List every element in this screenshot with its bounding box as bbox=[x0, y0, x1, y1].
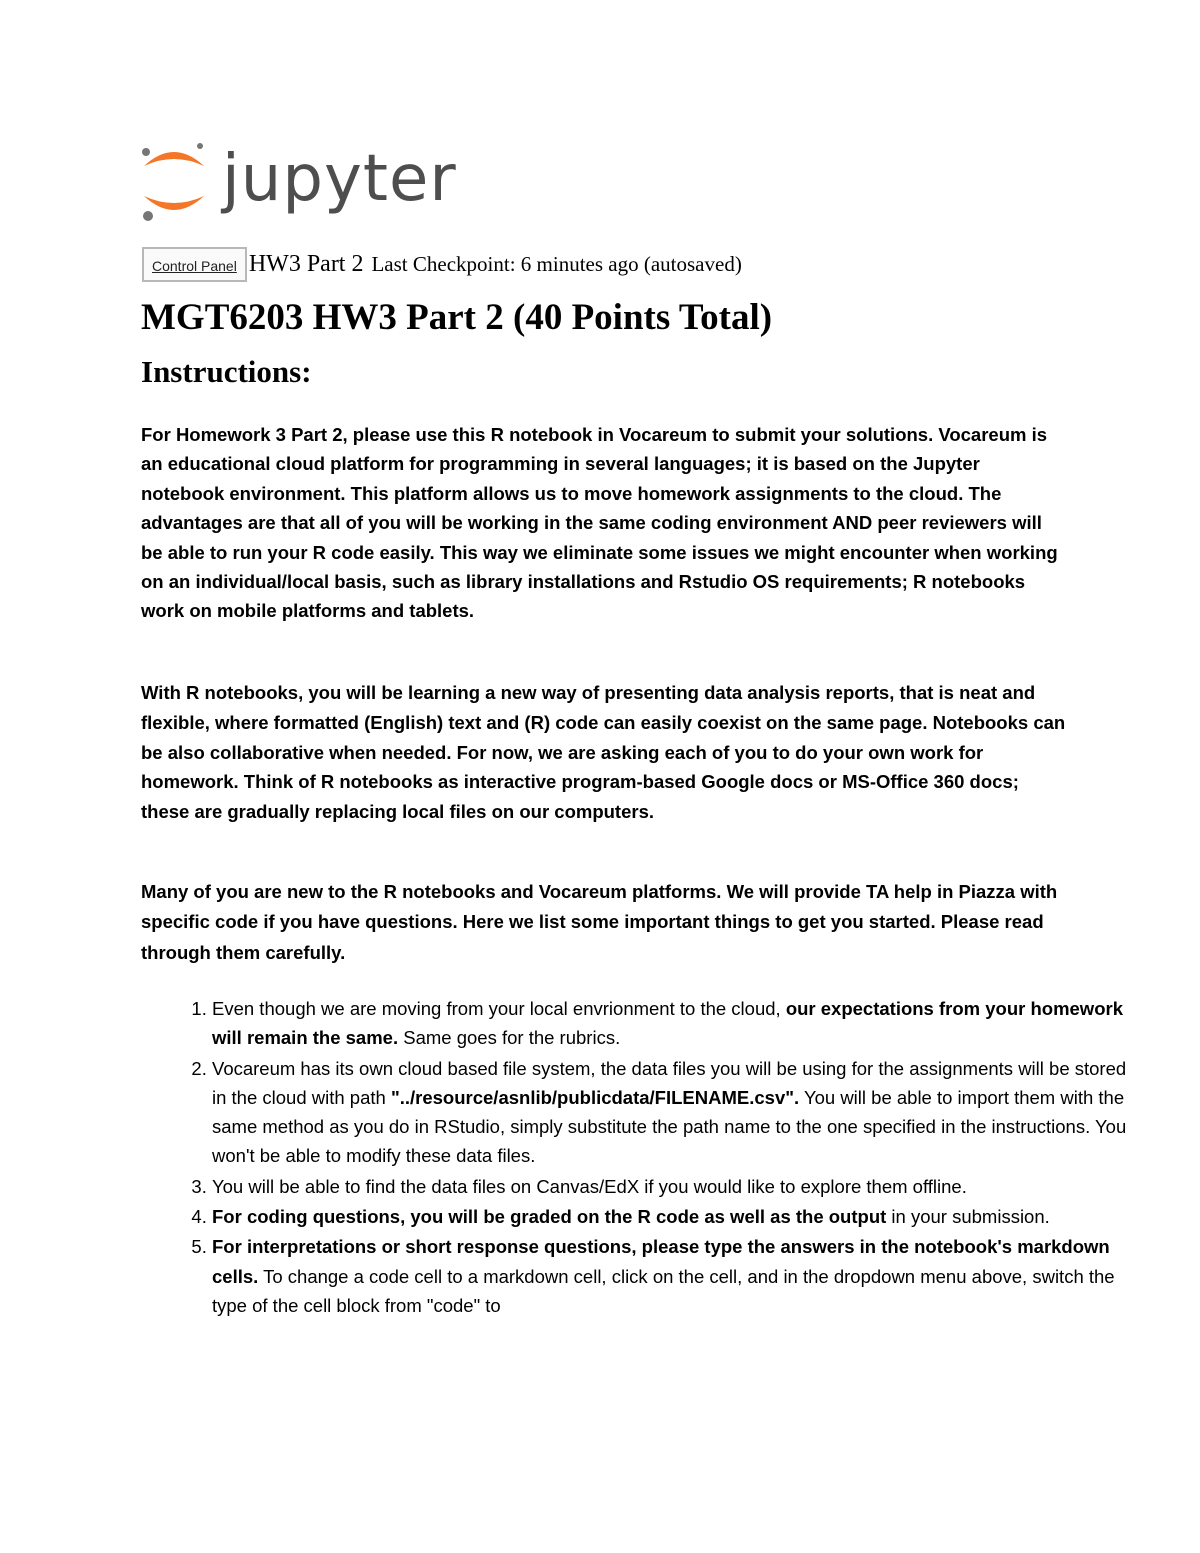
checkpoint-status: Last Checkpoint: 6 minutes ago (autosaved) bbox=[371, 251, 742, 276]
list-item: 3. You will be able to find the data files on Canvas/EdX if you would like to explore them offline. bbox=[212, 1172, 1142, 1201]
intro-paragraph: For Homework 3 Part 2, please use this R notebook in Vocareum to submit your solutions. Vocareum is an educational cloud platform for programming in several languages; it is based on the Jupyter notebook environment. This platform allows us to move homework assignments to the cloud. The advantages are that all of you will be working in the same coding environment AND peer reviewers will be able to run your R code easily. This way we eliminate some issues we might encounter when working on an individual/local basis, such as library installations and Rstudio OS requirements; R notebooks work on mobile platforms and tablets. bbox=[141, 424, 1058, 622]
data-file-path: "../resource/asnlib/publicdata/FILENAME.csv". bbox=[390, 1086, 800, 1108]
list-item: 1. Even though we are moving from your local envrionment to the cloud, our expectations from your homework will remain the same. Same goes for the rubrics. bbox=[212, 994, 1142, 1053]
list-item: 5. For interpretations or short response questions, please type the answers in the notebook's markdown cells. To change a code cell to a markdown cell, click on the cell, and in the dropdown menu above, switch the type of the cell block from "code" to bbox=[212, 1232, 1142, 1320]
control-panel-button[interactable]: Control Panel bbox=[142, 247, 247, 282]
instructions-heading: Instructions: bbox=[141, 354, 312, 389]
list-item: 4. For coding questions, you will be graded on the R code as well as the output in your submission. bbox=[212, 1202, 1142, 1231]
jupyter-logo bbox=[138, 140, 458, 226]
getting-started-paragraph: Many of you are new to the R notebooks and Vocareum platforms. We will provide TA help in Piazza with specific code if you have questions. Here we list some important things to get you started. Please read through them carefully. bbox=[141, 881, 1058, 963]
notebook-header bbox=[142, 243, 742, 285]
list-item: 2. Vocareum has its own cloud based file system, the data files you will be using for the assignments will be stored in the cloud with path "../resource/asnlib/publicdata/FILENAME.csv". You will be able to import them with the same method as you do in RStudio, simply substitute the path name to the one specified in the instructions. You won't be able to modify these data files. bbox=[212, 1054, 1142, 1171]
jupyter-logo-icon bbox=[138, 140, 218, 226]
page-title: MGT6203 HW3 Part 2 (40 Points Total) bbox=[141, 297, 773, 338]
jupyter-wordmark: jupyter bbox=[222, 142, 457, 216]
notebook-name[interactable]: HW3 Part 2 bbox=[248, 250, 364, 277]
instructions-list bbox=[141, 994, 1142, 1321]
notebooks-paragraph: With R notebooks, you will be learning a new way of presenting data analysis reports, that is neat and flexible, where formatted (English) text and (R) code can easily coexist on the same page. Notebooks can be also collaborative when needed. For now, we are asking each of you to do your own work for homework. Think of R notebooks as interactive program-based Google docs or MS-Office 360 docs; these are gradually replacing local files on our computers. bbox=[141, 682, 1066, 823]
